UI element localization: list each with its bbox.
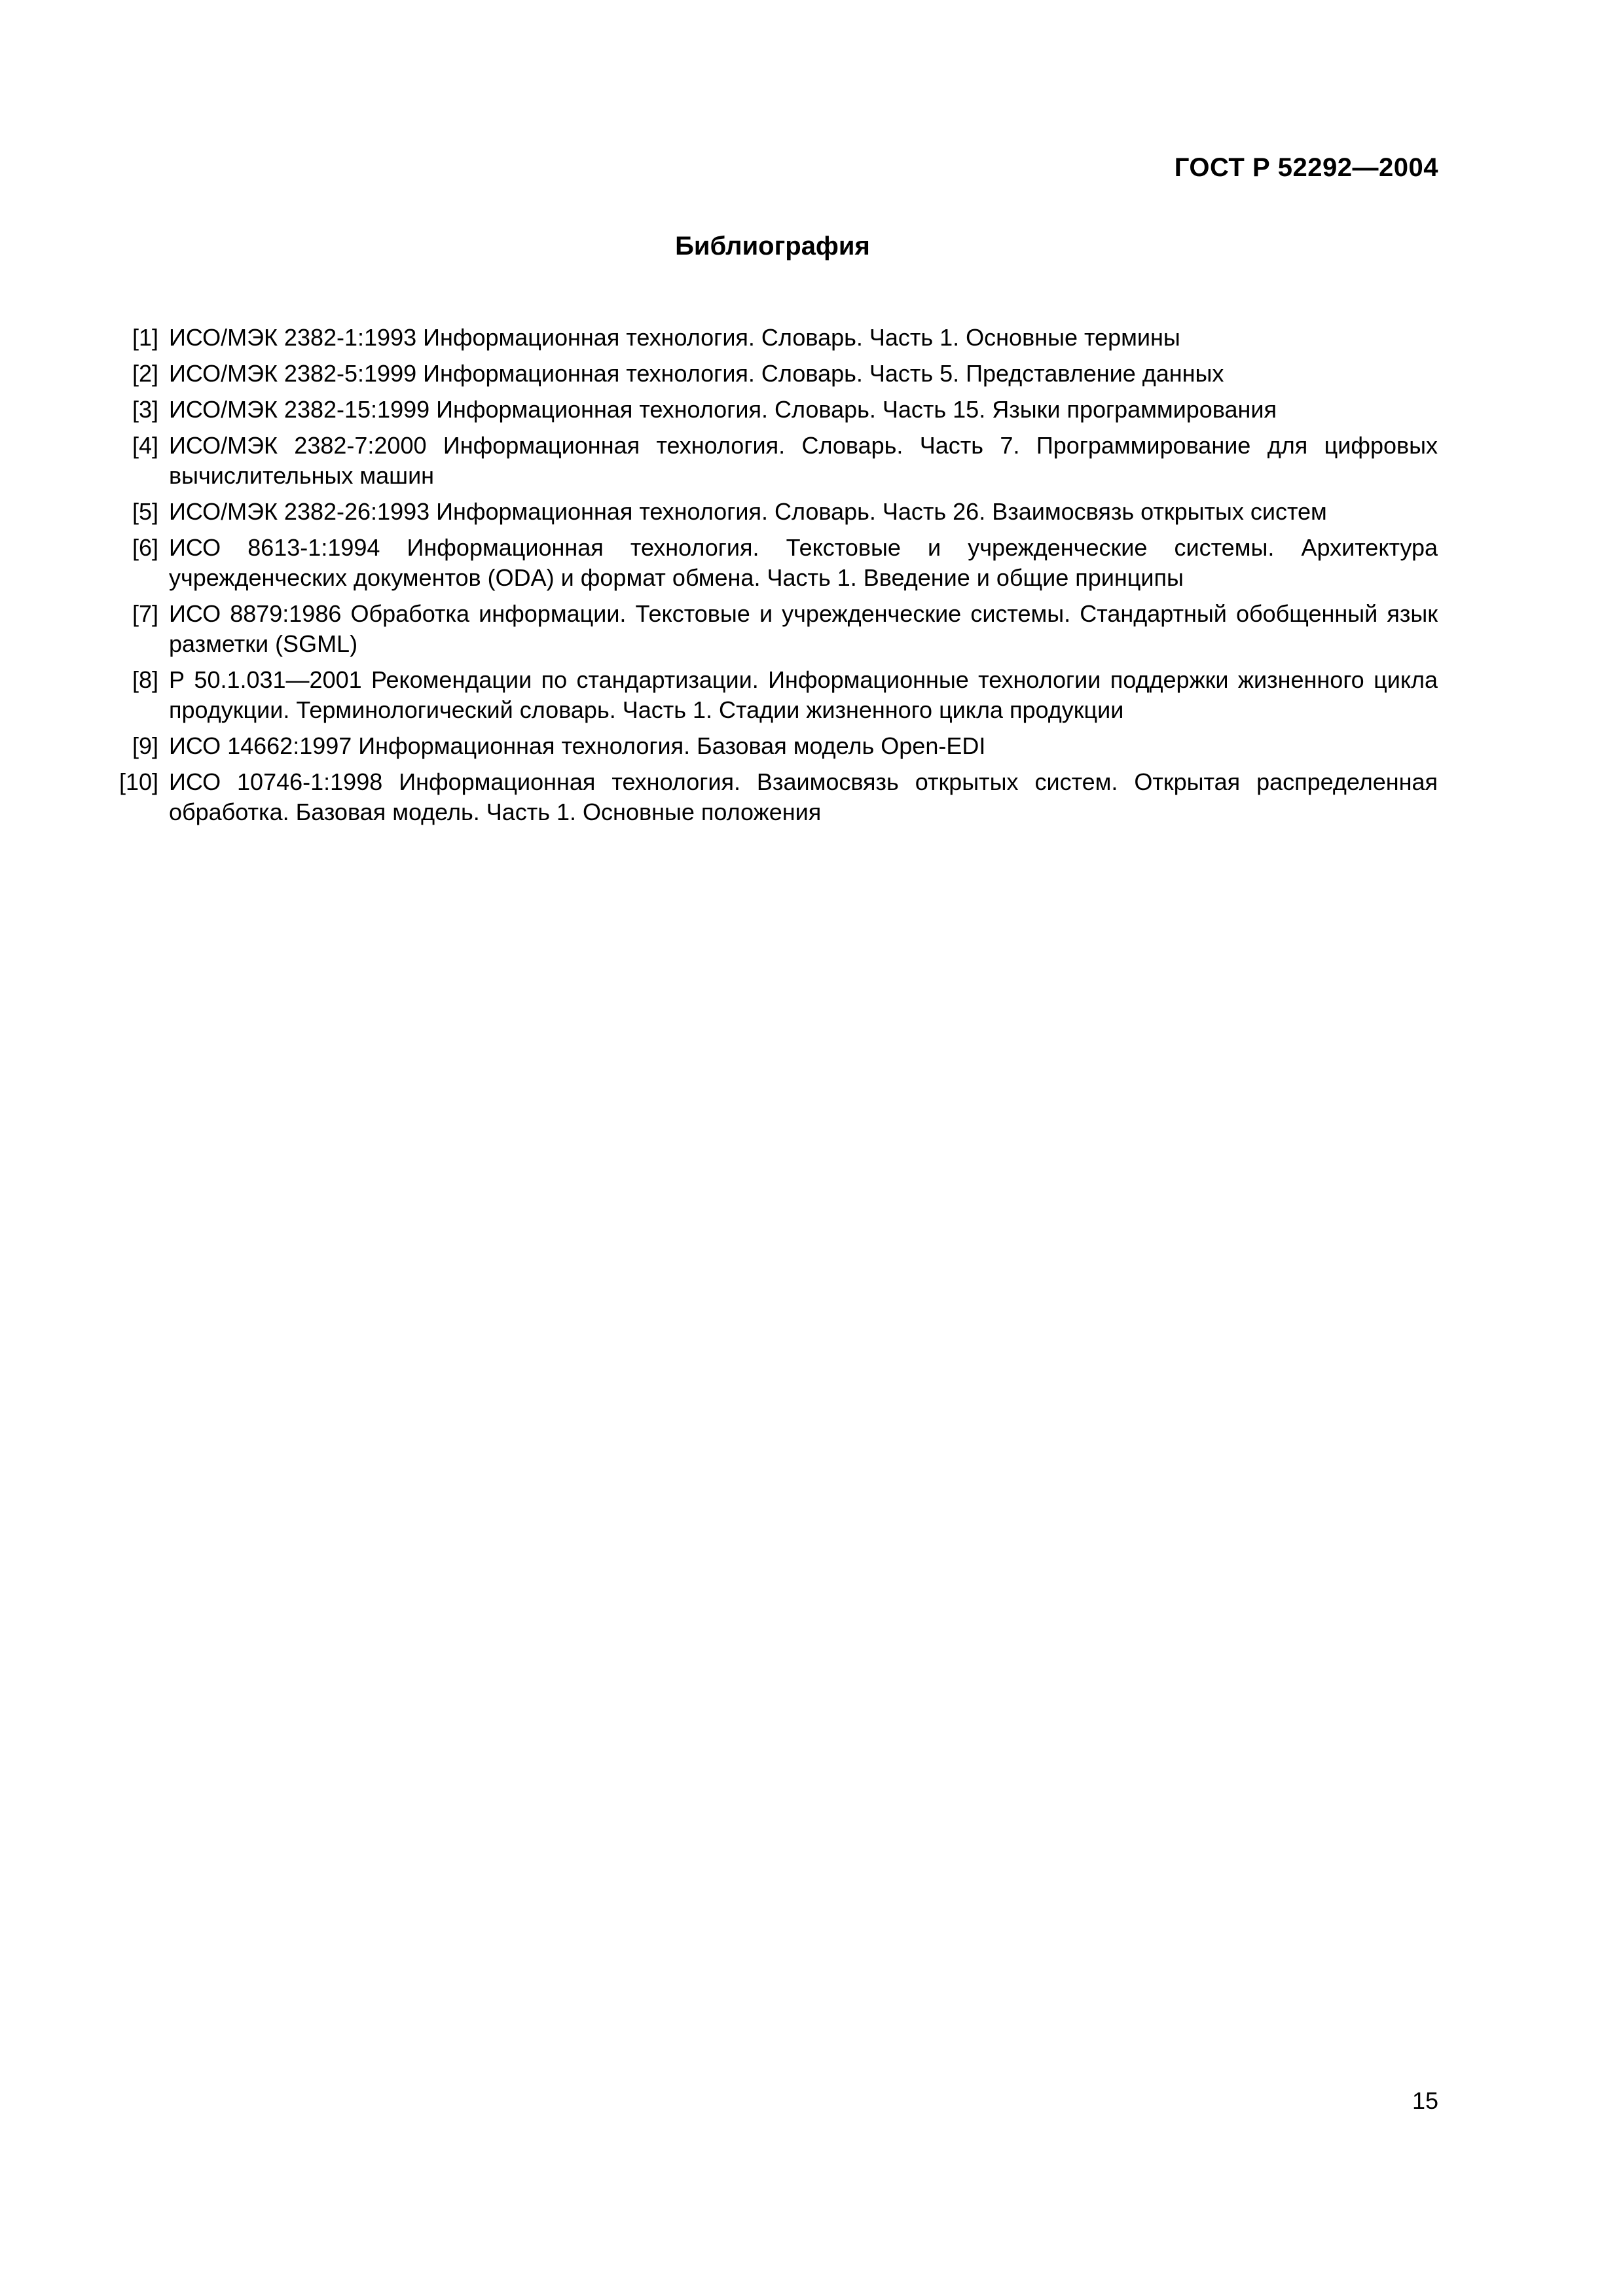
bibliography-entry xyxy=(109,533,1438,593)
entry-text: ИСО 8879:1986 Обработка информации. Текстовые и учрежденческие системы. Стандартный обобщенный язык разметки (SGML) xyxy=(169,600,1438,657)
entry-text: Р 50.1.031—2001 Рекомендации по стандартизации. Информационные технологии поддержки жизненного цикла продукции. Терминологический словарь. Часть 1. Стадии жизненного цикла продукции xyxy=(169,666,1438,723)
entry-text: ИСО/МЭК 2382-15:1999 Информационная технология. Словарь. Часть 15. Языки программирования xyxy=(169,396,1277,423)
bibliography-entry xyxy=(109,431,1438,491)
bibliography-entry xyxy=(109,599,1438,659)
entry-text: ИСО/МЭК 2382-1:1993 Информационная технология. Словарь. Часть 1. Основные термины xyxy=(169,324,1180,351)
entry-text: ИСО 8613-1:1994 Информационная технология. Текстовые и учрежденческие системы. Архитектура учрежденческих документов (ODA) и формат обмена. Часть 1. Введение и общие принципы xyxy=(169,534,1438,591)
entry-number: [8] xyxy=(132,666,158,693)
entry-text: ИСО 10746-1:1998 Информационная технология. Взаимосвязь открытых систем. Открытая распределенная обработка. Базовая модель. Часть 1. Основные положения xyxy=(169,768,1438,825)
entry-number: [7] xyxy=(132,600,158,627)
entry-number: [9] xyxy=(132,732,158,759)
entry-number: [3] xyxy=(132,396,158,423)
entry-text: ИСО 14662:1997 Информационная технология. Базовая модель Open-EDI xyxy=(169,732,986,759)
bibliography-entry xyxy=(109,767,1438,827)
bibliography-entry xyxy=(109,395,1438,425)
bibliography-entry xyxy=(109,731,1438,761)
entry-number: [1] xyxy=(132,324,158,351)
bibliography-entry xyxy=(109,497,1438,527)
entry-number: [6] xyxy=(132,534,158,561)
entry-number: [5] xyxy=(132,498,158,525)
bibliography-entry xyxy=(109,323,1438,353)
entry-number: [4] xyxy=(132,432,158,459)
bibliography-entry xyxy=(109,359,1438,389)
entry-text: ИСО/МЭК 2382-26:1993 Информационная технология. Словарь. Часть 26. Взаимосвязь открытых систем xyxy=(169,498,1327,525)
bibliography-entry xyxy=(109,665,1438,725)
entry-number: [2] xyxy=(132,360,158,387)
bibliography-list xyxy=(109,323,1438,833)
page-number: 15 xyxy=(1412,2087,1438,2114)
entry-number: [10] xyxy=(119,768,158,795)
entry-text: ИСО/МЭК 2382-7:2000 Информационная технология. Словарь. Часть 7. Программирование для цифровых вычислительных машин xyxy=(169,432,1438,489)
entry-text: ИСО/МЭК 2382-5:1999 Информационная технология. Словарь. Часть 5. Представление данных xyxy=(169,360,1224,387)
document-code: ГОСТ Р 52292—2004 xyxy=(1174,153,1438,182)
bibliography-title: Библиография xyxy=(675,232,870,260)
